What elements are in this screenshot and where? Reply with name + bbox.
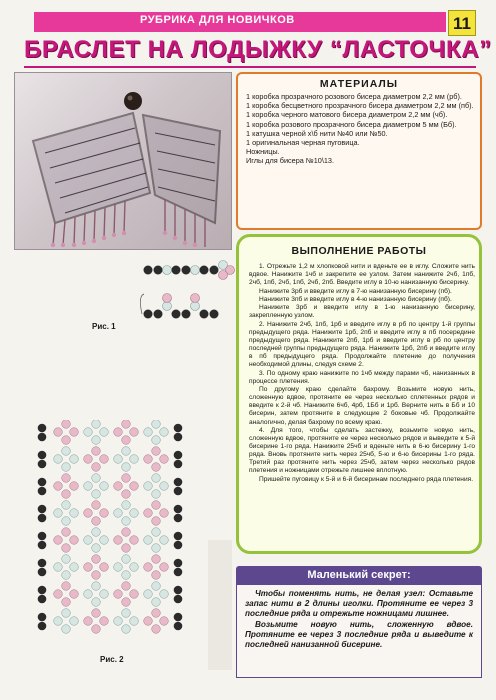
secret-paragraph: Чтобы поменять нить, не делая узел: Оставьте запас нити в 2 длины иголки. Протяните ее через 3 последние ряда и отрежьте ножницами лишнее.	[245, 589, 473, 618]
bead	[62, 501, 71, 510]
bead	[92, 528, 101, 537]
bead	[144, 428, 153, 437]
instructions-title: ВЫПОЛНЕНИЕ РАБОТЫ	[291, 245, 427, 257]
bead	[84, 428, 93, 437]
bead	[160, 455, 169, 464]
instruction-paragraph: 2. Нанижите 2чб, 1пб, 1рб и введите иглу в рб по центру 1-й группы предыдущего ряда. Нанижите 1рб, 2пб и введите иглу в пб посередине предыдущего ряда. Нанижите 2пб, 1рб и введите иглу в рб по центру последней группы предыдущего ряда. Нанижите 1рб, 2пб и введите иглу в пб предыдущего ряда. Продолжайте плетение до получения необходимой длины, следуя схеме 2.	[249, 320, 475, 369]
bead	[92, 609, 101, 618]
bead	[84, 536, 93, 545]
bead	[38, 451, 47, 460]
bead	[152, 501, 161, 510]
bead	[174, 433, 183, 442]
bead	[62, 555, 71, 564]
secret-title: Маленький секрет:	[236, 566, 482, 584]
bead	[92, 447, 101, 456]
bead	[130, 617, 139, 626]
materials-item: Ножницы.	[246, 147, 280, 157]
instruction-paragraph: По другому краю сделайте бахрому. Возьмите новую нить, сложенную вдвое, протяните ее через несколько сплетенных рядов и введите к 2-й чб. Нанижите 6чб, 4рб, 1Бб и 1рб. Верните нить в Бб и 10 бисерин, затем протяните в следующие 2 боковые чб. Продолжайте аналогично, делая бахрому по всему краю.	[249, 386, 475, 426]
bead	[62, 436, 71, 445]
figure-1-label: Рис. 1	[92, 322, 116, 331]
bead	[62, 447, 71, 456]
bead	[152, 544, 161, 553]
bead	[174, 568, 183, 577]
bead	[38, 568, 47, 577]
bead	[174, 541, 183, 550]
bead	[62, 544, 71, 553]
bead	[38, 505, 47, 514]
bead	[174, 595, 183, 604]
bead	[62, 598, 71, 607]
bead	[152, 528, 161, 537]
instruction-paragraph: Пришейте пуговицу к 5-й и 6-й бисеринам последнего ряда плетения.	[259, 475, 474, 483]
bead	[130, 455, 139, 464]
bead	[62, 463, 71, 472]
bead	[54, 590, 63, 599]
bead	[144, 590, 153, 599]
bead	[92, 517, 101, 526]
bead	[62, 571, 71, 580]
bead	[38, 622, 47, 631]
bead	[160, 590, 169, 599]
bead	[152, 447, 161, 456]
bead	[114, 536, 123, 545]
bead	[62, 474, 71, 483]
secret-body	[236, 584, 482, 678]
bead	[152, 571, 161, 580]
bead	[92, 463, 101, 472]
bead	[122, 463, 131, 472]
page-number: 11	[448, 10, 476, 36]
bead	[92, 582, 101, 591]
bead	[144, 509, 153, 518]
bead	[174, 487, 183, 496]
bead	[152, 463, 161, 472]
bead	[122, 490, 131, 499]
bead	[84, 617, 93, 626]
instruction-paragraph: Нанижите 3рб и введите иглу в 1-ю нанизанную бисерину, закрепленную узлом.	[249, 304, 475, 320]
bead	[100, 590, 109, 599]
bead	[174, 478, 183, 487]
bead	[70, 563, 79, 572]
bead	[174, 505, 183, 514]
bead	[54, 482, 63, 491]
materials-item: 1 коробка черного матового бисера диаметром 2,2 мм (чб).	[246, 110, 448, 120]
bead	[70, 536, 79, 545]
bead	[174, 451, 183, 460]
bead	[130, 428, 139, 437]
bead	[70, 455, 79, 464]
bead	[122, 528, 131, 537]
bead	[152, 436, 161, 445]
bead	[114, 509, 123, 518]
bead	[122, 571, 131, 580]
bead	[122, 517, 131, 526]
bead	[70, 509, 79, 518]
bead	[62, 528, 71, 537]
bead	[130, 536, 139, 545]
bead	[92, 501, 101, 510]
bead	[92, 598, 101, 607]
bead	[122, 544, 131, 553]
bead	[62, 420, 71, 428]
bead	[62, 582, 71, 591]
bead	[54, 509, 63, 518]
materials-item: 1 коробка прозрачного розового бисера диаметром 2,2 мм (рб).	[246, 92, 462, 101]
title-divider	[24, 66, 476, 68]
bead	[174, 586, 183, 595]
bead	[38, 433, 47, 442]
bead	[84, 563, 93, 572]
instructions-text	[249, 263, 475, 484]
bead	[92, 625, 101, 634]
bead	[84, 455, 93, 464]
bead	[92, 544, 101, 553]
bead	[122, 447, 131, 456]
bead	[152, 598, 161, 607]
bead	[174, 532, 183, 541]
bead	[38, 487, 47, 496]
bead	[100, 482, 109, 491]
bead	[100, 428, 109, 437]
bead	[100, 563, 109, 572]
bead	[122, 582, 131, 591]
bead	[174, 622, 183, 631]
bead	[174, 613, 183, 622]
bead	[92, 571, 101, 580]
bead	[144, 482, 153, 491]
bead	[152, 609, 161, 618]
bead	[114, 455, 123, 464]
bead	[130, 590, 139, 599]
bead	[122, 555, 131, 564]
bead	[100, 536, 109, 545]
bead	[84, 509, 93, 518]
bead	[174, 460, 183, 469]
bead	[70, 428, 79, 437]
bead	[152, 420, 161, 428]
bead	[122, 501, 131, 510]
bead	[38, 541, 47, 550]
bead	[84, 482, 93, 491]
bead	[144, 617, 153, 626]
bead	[144, 536, 153, 545]
materials-title: МАТЕРИАЛЫ	[319, 78, 399, 90]
bead	[92, 436, 101, 445]
bead	[152, 625, 161, 634]
bead	[38, 514, 47, 523]
bead	[114, 428, 123, 437]
bead	[54, 455, 63, 464]
bead	[54, 536, 63, 545]
bead	[122, 436, 131, 445]
bead	[144, 455, 153, 464]
bead	[84, 590, 93, 599]
bead	[152, 582, 161, 591]
rubric-label: РУБРИКА ДЛЯ НОВИЧКОВ	[140, 14, 295, 26]
bead	[70, 482, 79, 491]
bead	[160, 482, 169, 491]
bead	[160, 509, 169, 518]
bead	[38, 559, 47, 568]
materials-item: 1 оригинальная черная пуговица.	[246, 138, 360, 148]
bead	[92, 474, 101, 483]
materials-item: 1 катушка черной х\б нити №40 или №50.	[246, 128, 388, 138]
bead	[174, 424, 183, 433]
bead	[152, 474, 161, 483]
bead	[122, 598, 131, 607]
bead	[152, 555, 161, 564]
bead	[122, 474, 131, 483]
bead	[152, 490, 161, 499]
bead	[38, 532, 47, 541]
bead	[114, 617, 123, 626]
bead	[152, 517, 161, 526]
materials-list	[246, 92, 478, 166]
materials-item: 1 коробка розового прозрачного бисера диаметром 5 мм (Бб).	[246, 119, 457, 129]
bead	[144, 563, 153, 572]
bead	[38, 595, 47, 604]
bead	[54, 563, 63, 572]
bead-pattern-diagram-1	[140, 256, 236, 330]
instruction-paragraph: Нанижите 3пб и введите иглу в 4-ю нанизанную бисерину (пб).	[259, 295, 452, 303]
article-title: БРАСЛЕТ НА ЛОДЫЖКУ “ЛАСТОЧКА”	[24, 36, 492, 63]
bead	[122, 625, 131, 634]
bead	[62, 517, 71, 526]
bead	[100, 617, 109, 626]
figure-2-label: Рис. 2	[100, 655, 124, 664]
bead	[92, 555, 101, 564]
bead	[70, 590, 79, 599]
bead	[122, 609, 131, 618]
secret-paragraph: Возьмите новую нить, сложенную вдвое. Протяните ее через 3 последние ряда и выведите к последней нанизанной бисерине.	[245, 620, 473, 649]
bead	[174, 559, 183, 568]
materials-item: Иглы для бисера №10\13.	[246, 156, 334, 166]
bead	[62, 490, 71, 499]
bead	[92, 420, 101, 428]
bead	[38, 586, 47, 595]
bead	[38, 424, 47, 433]
instruction-paragraph: Нанижите 3рб и введите иглу в 7-ю нанизанную бисерину (пб).	[259, 287, 452, 295]
bead	[38, 613, 47, 622]
instructions-box	[236, 234, 482, 554]
bead	[62, 609, 71, 618]
materials-box	[236, 72, 482, 230]
bead	[100, 509, 109, 518]
bead	[160, 536, 169, 545]
bead	[114, 563, 123, 572]
bead	[130, 563, 139, 572]
bead-pattern-diagram-2	[36, 420, 188, 650]
bead	[160, 428, 169, 437]
bead	[122, 420, 131, 428]
bead	[160, 617, 169, 626]
bead	[38, 460, 47, 469]
bead	[130, 482, 139, 491]
bead	[92, 490, 101, 499]
materials-item: 1 коробка бесцветного прозрачного бисера диаметром 2,2 мм (пб).	[246, 101, 474, 111]
beaded-ankle-bracelet-photo	[14, 72, 232, 250]
bead	[114, 590, 123, 599]
bead	[114, 482, 123, 491]
bead	[100, 455, 109, 464]
bead	[70, 617, 79, 626]
bead	[38, 478, 47, 487]
page-bleed-through	[208, 540, 232, 670]
bead	[174, 514, 183, 523]
bead	[160, 563, 169, 572]
bead	[54, 617, 63, 626]
instruction-paragraph: 3. По одному краю нанижите по 1чб между парами чб, нанизанных в процессе плетения.	[249, 369, 475, 385]
bead	[62, 625, 71, 634]
bead	[54, 428, 63, 437]
instruction-paragraph: 1. Отрежьте 1,2 м хлопковой нити и вденьте ее в иглу. Сложите нить вдвое. Нанижите 1чб и закрепите ее узлом. Затем нанижите 2чб, 1пб, 2чб, 1пб, 2чб, 1пб, 2чб, 2пб. Введите иглу в 10-ю нанизанную бисерину.	[249, 263, 475, 287]
instruction-paragraph: 4. Для того, чтобы сделать застежку, возьмите новую нить, сложенную вдвое, протяните ее через несколько рядов и выведите к 5-й бисерине 1-го ряда. Нанижите 25чб и вденьте нить в 6-ю бисерину 1-го ряда. Вновь протяните нить через 25чб, 5-ю и 6-ю бисерины 1-го ряда. Третий раз протяните нить через 25чб, затем через несколько рядов плетения и ножницами отрежьте лишнее вплотную.	[249, 426, 475, 475]
bead	[130, 509, 139, 518]
